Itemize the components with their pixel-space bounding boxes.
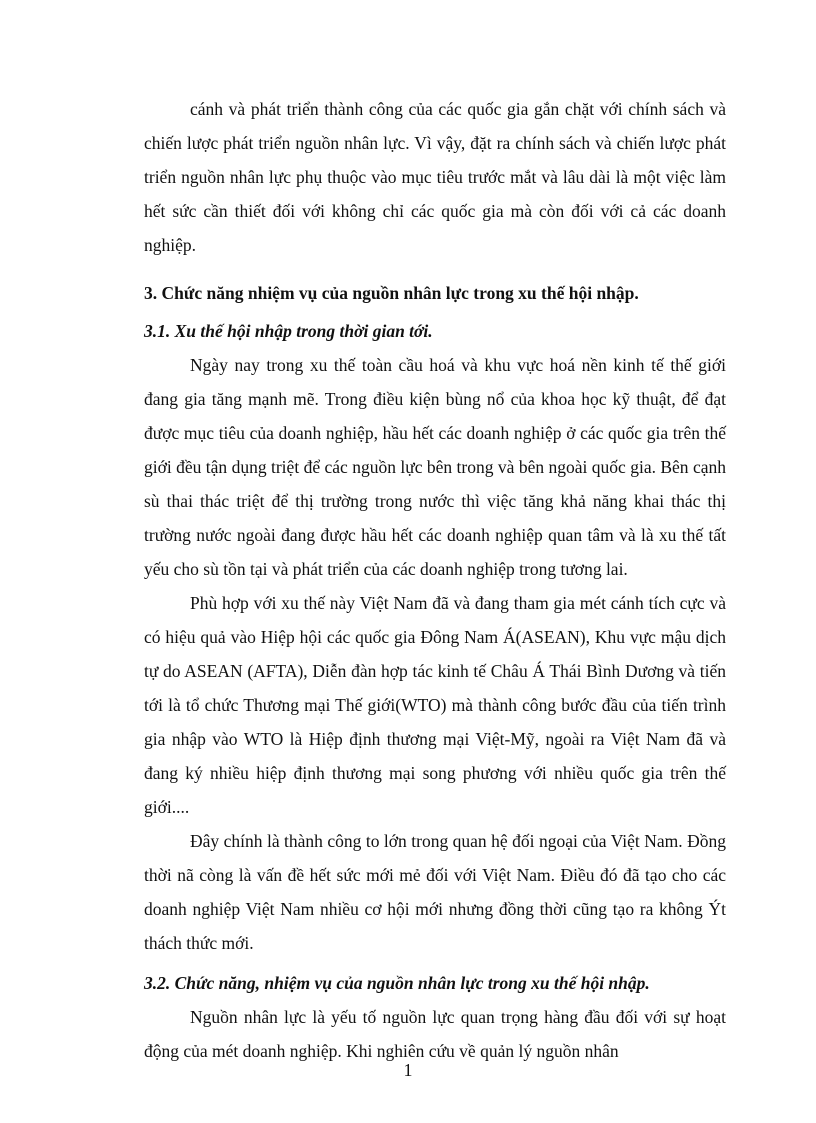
page-number: 1 <box>403 1060 413 1080</box>
paragraph-globalization: Ngày nay trong xu thế toàn cầu hoá và khu vực hoá nền kinh tế thế giới đang gia tăng mạnh mẽ. Trong điều kiện bùng nổ của khoa học kỹ thuật, để đạt được mục tiêu của doanh nghiệp, hầu hết các doanh nghiệp ở các quốc gia trên thế giới đều tận dụng triệt để các nguồn lực bên trong và bên ngoài quốc gia. Bên cạnh sù thai thác triệt để thị trường trong nước thì việc tăng khả năng khai thác thị trường nước ngoài đang được hầu hết các doanh nghiệp quan tâm và là xu thế tất yếu cho sù tồn tại và phát triển của các doanh nghiệp trong tương lai. <box>144 355 726 579</box>
paragraph-human-resources: Nguồn nhân lực là yếu tố nguồn lực quan trọng hàng đầu đối với sự hoạt động của mét doanh nghiệp. Khi nghiên cứu về quản lý nguồn nhân <box>144 1007 726 1061</box>
paragraph-intro: cánh và phát triển thành công của các quốc gia gắn chặt với chính sách và chiến lược phát triển nguồn nhân lực. Vì vậy, đặt ra chính sách và chiến lược phát triển nguồn nhân lực phụ thuộc vào mục tiêu trước mắt và lâu dài là một việc làm hết sức cần thiết đối với không chỉ các quốc gia mà còn đối với cả các doanh nghiệp. <box>144 99 726 255</box>
section-3-1-heading: 3.1. Xu thế hội nhập trong thời gian tới. <box>144 321 433 341</box>
paragraph-vietnam-integration: Phù hợp với xu thế này Việt Nam đã và đang tham gia mét cánh tích cực và có hiệu quả vào Hiệp hội các quốc gia Đông Nam Á(ASEAN), Khu vực mậu dịch tự do ASEAN (AFTA), Diễn đàn hợp tác kinh tế Châu Á Thái Bình Dương và tiến tới là tổ chức Thương mại Thế giới(WTO) mà thành công bước đầu của tiến trình gia nhập vào WTO là Hiệp định thương mại Việt-Mỹ, ngoài ra Việt Nam đã và đang ký nhiều hiệp định thương mại song phương với nhiều quốc gia trên thế giới.... <box>144 593 726 817</box>
section-3-2-heading: 3.2. Chức năng, nhiệm vụ của nguồn nhân lực trong xu thế hội nhập. <box>144 973 650 993</box>
paragraph-success: Đây chính là thành công to lớn trong quan hệ đối ngoại của Việt Nam. Đồng thời nã còng là vấn đề hết sức mới mẻ đối với Việt Nam. Điều đó đã tạo cho các doanh nghiệp Việt Nam nhiều cơ hội mới nhưng đồng thời cũng tạo ra không Ýt thách thức mới. <box>144 831 726 953</box>
section-3-heading: 3. Chức năng nhiệm vụ của nguồn nhân lực trong xu thế hội nhập. <box>144 283 639 303</box>
document-body <box>144 92 726 1068</box>
